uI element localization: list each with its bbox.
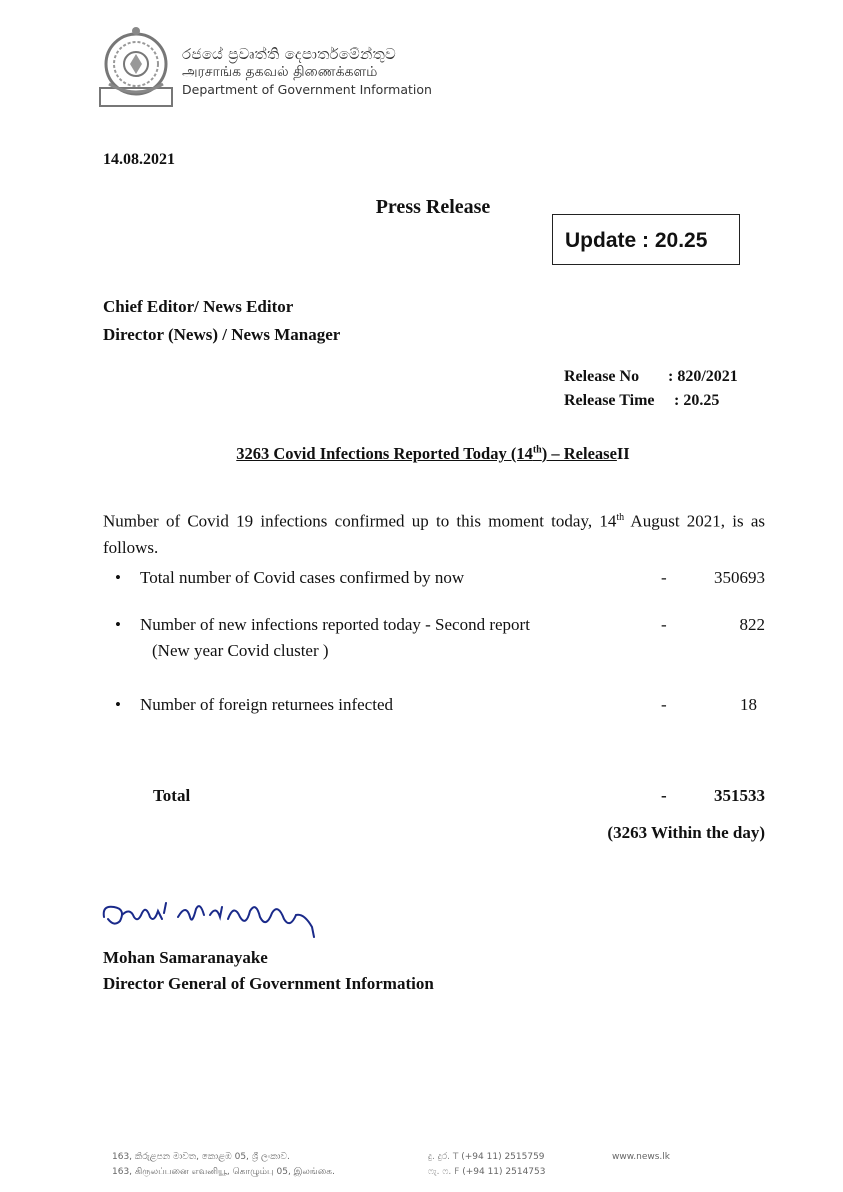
update-time-box: Update : 20.25 — [552, 214, 740, 265]
bullet-icon: • — [115, 568, 121, 587]
item-value: 822 — [739, 615, 765, 634]
department-name-block — [182, 46, 432, 99]
footer-fax: (+94 11) 2514753 — [462, 1167, 546, 1177]
footer-contact — [428, 1150, 545, 1180]
total-label: Total — [153, 786, 191, 805]
bullet-icon: • — [115, 615, 121, 634]
government-emblem-logo — [97, 22, 175, 110]
footer-website: www.news.lk — [612, 1152, 670, 1162]
list-item: • Total number of Covid cases confirmed by now - 350693 — [115, 568, 765, 587]
release-date: 14.08.2021 — [103, 151, 175, 168]
addressee-block — [103, 293, 340, 349]
footer-address-sinhala: 163, කිරුළපන මාවත, කොළඹ 05, ශ්‍රී ලංකාව. — [112, 1152, 290, 1162]
item-label: Number of new infections reported today - Second report — [140, 615, 530, 634]
footer-address — [112, 1150, 335, 1180]
footer-address-tamil: 163, கிருலப்பனை எவனியூ, கொழும்பு 05, இலங்கை. — [112, 1167, 335, 1177]
release-time-value: : 20.25 — [674, 392, 720, 409]
fax-label: ෆැ. ෆ. F — [428, 1167, 460, 1177]
list-item: • Number of foreign returnees infected - 18 — [115, 695, 757, 714]
release-time-label: Release Time — [564, 392, 655, 409]
signatory-block — [103, 945, 434, 997]
item-label: Number of foreign returnees infected — [140, 695, 393, 714]
release-info — [564, 365, 738, 413]
department-name-tamil: அரசாங்க தகவல் திணைக்களம் — [182, 64, 378, 80]
release-no-label: Release No — [564, 368, 640, 385]
item-note: (New year Covid cluster ) — [152, 641, 329, 660]
phone-label: දු. දුර. T — [428, 1152, 459, 1162]
list-item: • Number of new infections reported today - Second report - 822 — [115, 615, 765, 634]
headline: 3263 Covid Infections Reported Today (14th) – ReleaseII — [236, 444, 630, 463]
department-name-sinhala: රජයේ ප්‍රවෘත්ති දෙපාර්තමේන්තුව — [182, 45, 397, 63]
bullet-icon: • — [115, 695, 121, 714]
footer-phone: (+94 11) 2515759 — [461, 1152, 545, 1162]
item-value: 18 — [740, 695, 757, 714]
document-title: Press Release — [375, 196, 491, 218]
item-value: 350693 — [714, 568, 765, 587]
addressee-line: Chief Editor/ News Editor — [103, 297, 294, 316]
signatory-name: Mohan Samaranayake — [103, 948, 268, 967]
item-label: Total number of Covid cases confirmed by now — [140, 568, 465, 587]
within-day-note: (3263 Within the day) — [607, 823, 765, 842]
signatory-title: Director General of Government Information — [103, 974, 434, 993]
signature — [100, 897, 325, 949]
release-no-value: : 820/2021 — [668, 368, 738, 385]
total-value: 351533 — [714, 786, 765, 805]
addressee-line: Director (News) / News Manager — [103, 325, 341, 344]
department-name-english: Department of Government Information — [182, 82, 432, 97]
intro-paragraph: Number of Covid 19 infections confirmed up to this moment today, 14th August 2021, is as follows. — [103, 511, 765, 557]
total-row: Total - 351533 — [153, 786, 765, 805]
